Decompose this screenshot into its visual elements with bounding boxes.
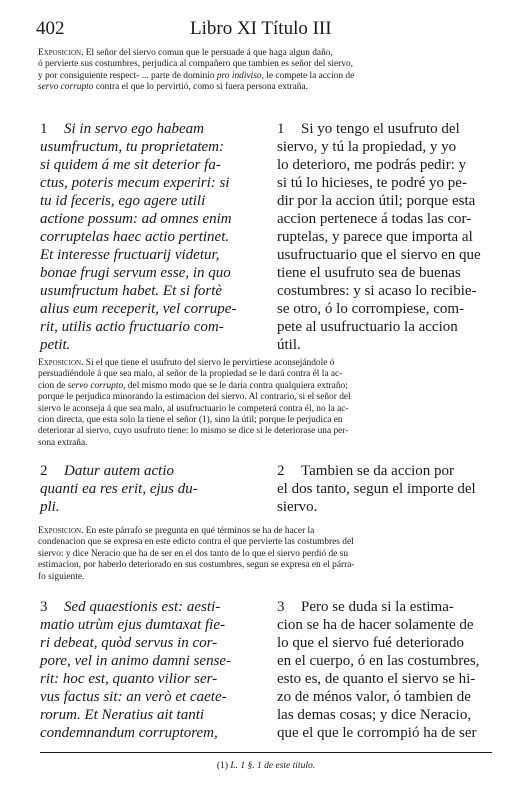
latin-line: quanti ea res erit, ejus du- — [40, 481, 198, 497]
latin-line: matio utrùm ejus dumtaxat fie- — [40, 617, 225, 633]
section-number: 2 — [40, 463, 48, 479]
latin-line: usumfructum habet. Et si fortè — [40, 283, 223, 299]
exposition-line: fo siguiente. — [38, 571, 85, 582]
spanish-line: accion pertenece á todas las cor- — [277, 211, 472, 227]
spanish-line: Si yo tengo el usufruto del — [301, 121, 460, 137]
latin-line: vus factus sit: an verò et caete- — [40, 689, 227, 705]
spanish-line: lo que el siervo fué deteriorado — [277, 635, 465, 651]
latin-line: condemnandum corruptorem, — [40, 725, 218, 741]
spanish-line: útil. — [277, 337, 301, 353]
footnote — [0, 761, 532, 771]
latin-column-2 — [40, 462, 260, 516]
spanish-column-1 — [277, 120, 492, 354]
latin-line: petit. — [40, 337, 71, 353]
spanish-line: pete al usufructuario la accion — [277, 319, 458, 335]
exposition-line: deteriorar al siervo, cuyo usufruto tiene: lo mismo se dice si le deteriorase una per- — [38, 426, 349, 437]
exposition-line: estimacion, por haberlo deteriorado en sus costumbres, segun se expresa en el párra- — [38, 560, 355, 571]
exposition-line: , del mismo modo que se le daria contra qualquiera extraño; — [123, 380, 348, 391]
exposition-italic: pro indiviso — [216, 70, 262, 81]
spanish-line: tiene el usufruto sea de buenas — [277, 265, 461, 281]
spanish-line: esto es, de quanto el siervo se hi- — [277, 671, 476, 687]
exposition-line: cion directa, que esta solo la tiene el señor (1), sino la útil; porque le perjudica en — [38, 415, 343, 426]
exposition-line: siervo: y dice Neracio que ha de ser en el dos tanto de lo que el siervo perdió de su — [38, 548, 349, 559]
latin-line: pore, vel in animo damni sense- — [40, 653, 232, 669]
spanish-line: zo de ménos valor, ó tambien de — [277, 689, 471, 705]
latin-line: Datur autem actio — [64, 463, 174, 479]
spanish-line: que el que le corrompió ha de ser — [277, 725, 477, 741]
latin-line: rorum. Et Neratius ait tanti — [40, 707, 205, 723]
exposition-line: sona extraña. — [38, 437, 88, 448]
exposition-1 — [38, 48, 494, 94]
exposition-line: siervo le aconseja á que sea malo, al usufructuario le competerá contra él, no la ac- — [38, 403, 349, 414]
spanish-line: Tambien se da accion por — [301, 463, 455, 479]
spanish-line: siervo, y tú la propiedad, y yo — [277, 139, 457, 155]
footnote-marker: (1) — [216, 761, 228, 771]
exposition-line: ó pervierte sus costumbres, perjudica al compañero que tambien es señor del siervo, — [38, 59, 354, 70]
running-title: Libro XI Título III — [190, 18, 332, 39]
latin-line: pli. — [40, 499, 60, 515]
spanish-line: lo deterioro, me podrás pedir: y — [277, 157, 467, 173]
exposition-line: En este párrafo se pregunta en qué términos se ha de hacer la — [85, 526, 315, 536]
spanish-line: ruptelas, y parece que importa al — [277, 229, 473, 245]
latin-line: alius eum receperit, vel corrupe- — [40, 301, 237, 317]
exposition-label: Exposicion. — [38, 48, 84, 58]
exposition-italic: servo corrupto — [67, 380, 124, 391]
exposition-line: El señor del siervo comun que le persuade á que haga algun daño, — [85, 48, 333, 58]
section-number: 2 — [277, 463, 285, 479]
exposition-2 — [38, 358, 494, 449]
footnote-text: L. 1 §. 1 de este título. — [230, 761, 316, 771]
exposition-line: cion de — [38, 380, 66, 391]
section-number: 1 — [277, 121, 285, 137]
spanish-line: costumbres: y si acaso lo recibie- — [277, 283, 477, 299]
spanish-line: las demas cosas; y dice Neracio, — [277, 707, 472, 723]
spanish-line: Pero se duda si la estima- — [301, 599, 454, 615]
exposition-line: contra el que lo pervirtió, como si fuera persona extraña. — [95, 82, 308, 93]
exposition-line: Si el que tiene el usufruto del siervo le pervirtiese aconsejándole ó — [85, 358, 335, 368]
spanish-line: se otro, ó lo corrompiese, com- — [277, 301, 465, 317]
latin-line: si quidem á me sit deterior fa- — [40, 157, 221, 173]
page-number: 402 — [36, 18, 65, 39]
latin-line: Si in servo ego habeam — [64, 121, 204, 137]
latin-line: rit, utilis actio fructuario com- — [40, 319, 224, 335]
spanish-line: siervo. — [277, 499, 318, 515]
exposition-label: Exposicion. — [38, 358, 84, 368]
latin-column-3 — [40, 598, 260, 742]
spanish-line: usufructuario que el siervo en que — [277, 247, 481, 263]
exposition-label: Exposicion. — [38, 526, 84, 536]
latin-column-1 — [40, 120, 260, 354]
exposition-line: condenacion que se expresa en este edicto contra el que pervierte las costumbres del — [38, 537, 354, 548]
exposition-3 — [38, 526, 494, 583]
spanish-line: dir por la accion útil; porque esta — [277, 193, 476, 209]
page-header — [36, 18, 492, 40]
section-number: 3 — [40, 599, 48, 615]
footnote-divider — [40, 752, 492, 753]
latin-line: bonae frugi servum esse, in quo — [40, 265, 231, 281]
latin-line: corruptelas haec actio pertinet. — [40, 229, 230, 245]
latin-line: rit: hoc est, quanto vilior ser- — [40, 671, 218, 687]
latin-line: ri debeat, quòd servus in cor- — [40, 635, 218, 651]
spanish-column-3 — [277, 598, 492, 742]
exposition-line: y por consiguiente respect- ... parte de dominio — [38, 70, 215, 81]
latin-line: tu id feceris, ego agere utili — [40, 193, 206, 209]
section-number: 1 — [40, 121, 48, 137]
latin-line: Sed quaestionis est: aesti- — [64, 599, 221, 615]
exposition-line: , le compete la accion de — [261, 70, 355, 81]
spanish-line: cion se ha de hacer solamente de — [277, 617, 474, 633]
exposition-italic: servo corrupto — [38, 82, 94, 93]
latin-line: ctus, poteris mecum experiri: si — [40, 175, 230, 191]
exposition-line: porque le perjudica minorando la estimacion del siervo. Al contrario, si el señor del — [38, 392, 351, 403]
spanish-line: el dos tanto, segun el importe del — [277, 481, 476, 497]
spanish-line: si tú lo hicieses, te podré yo pe- — [277, 175, 467, 191]
spanish-column-2 — [277, 462, 492, 516]
latin-line: usumfructum, tu proprietatem: — [40, 139, 225, 155]
latin-line: Et interesse fructuarij videtur, — [40, 247, 220, 263]
exposition-line: persuadiéndole á que sea malo, al señor de la propiedad se le dará contra él la ac- — [38, 369, 343, 380]
section-number: 3 — [277, 599, 285, 615]
latin-line: actione possum: ad omnes enim — [40, 211, 232, 227]
spanish-line: en el cuerpo, ó en las costumbres, — [277, 653, 480, 669]
